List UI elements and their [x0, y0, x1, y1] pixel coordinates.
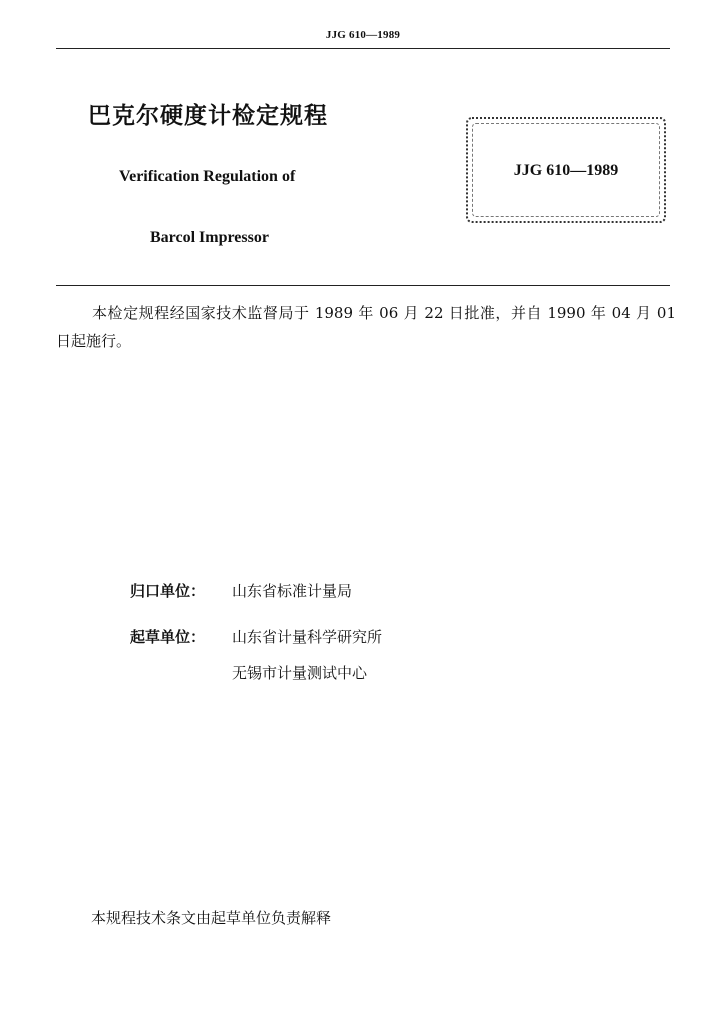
drafting-unit-value-1: 山东省计量科学研究所: [232, 628, 383, 646]
title-english-line2: Barcol Impressor: [150, 229, 269, 246]
interpretation-note: 本规程技术条文由起草单位负责解释: [91, 909, 332, 927]
title-english-line1: Verification Regulation of: [119, 168, 296, 185]
running-header-code: JJG 610—1989: [325, 29, 401, 41]
drafting-unit-value-2: 无锡市计量测试中心: [232, 664, 368, 682]
header-rule: [56, 48, 670, 49]
approval-statement: 本检定规程经国家技术监督局于 1989 年 06 月 22 日批准，并自 1990 年 04 月 01 日起施行。: [56, 304, 676, 350]
regulation-code-box: [466, 117, 666, 223]
title-chinese: 巴克尔硬度计检定规程: [88, 103, 328, 129]
responsible-unit-label: 归口单位：: [130, 582, 206, 600]
title-separator-rule: [56, 285, 670, 286]
regulation-code: JJG 610—1989: [513, 162, 619, 179]
drafting-unit-label: 起草单位：: [130, 628, 206, 646]
responsible-unit-value: 山东省标准计量局: [232, 582, 353, 600]
